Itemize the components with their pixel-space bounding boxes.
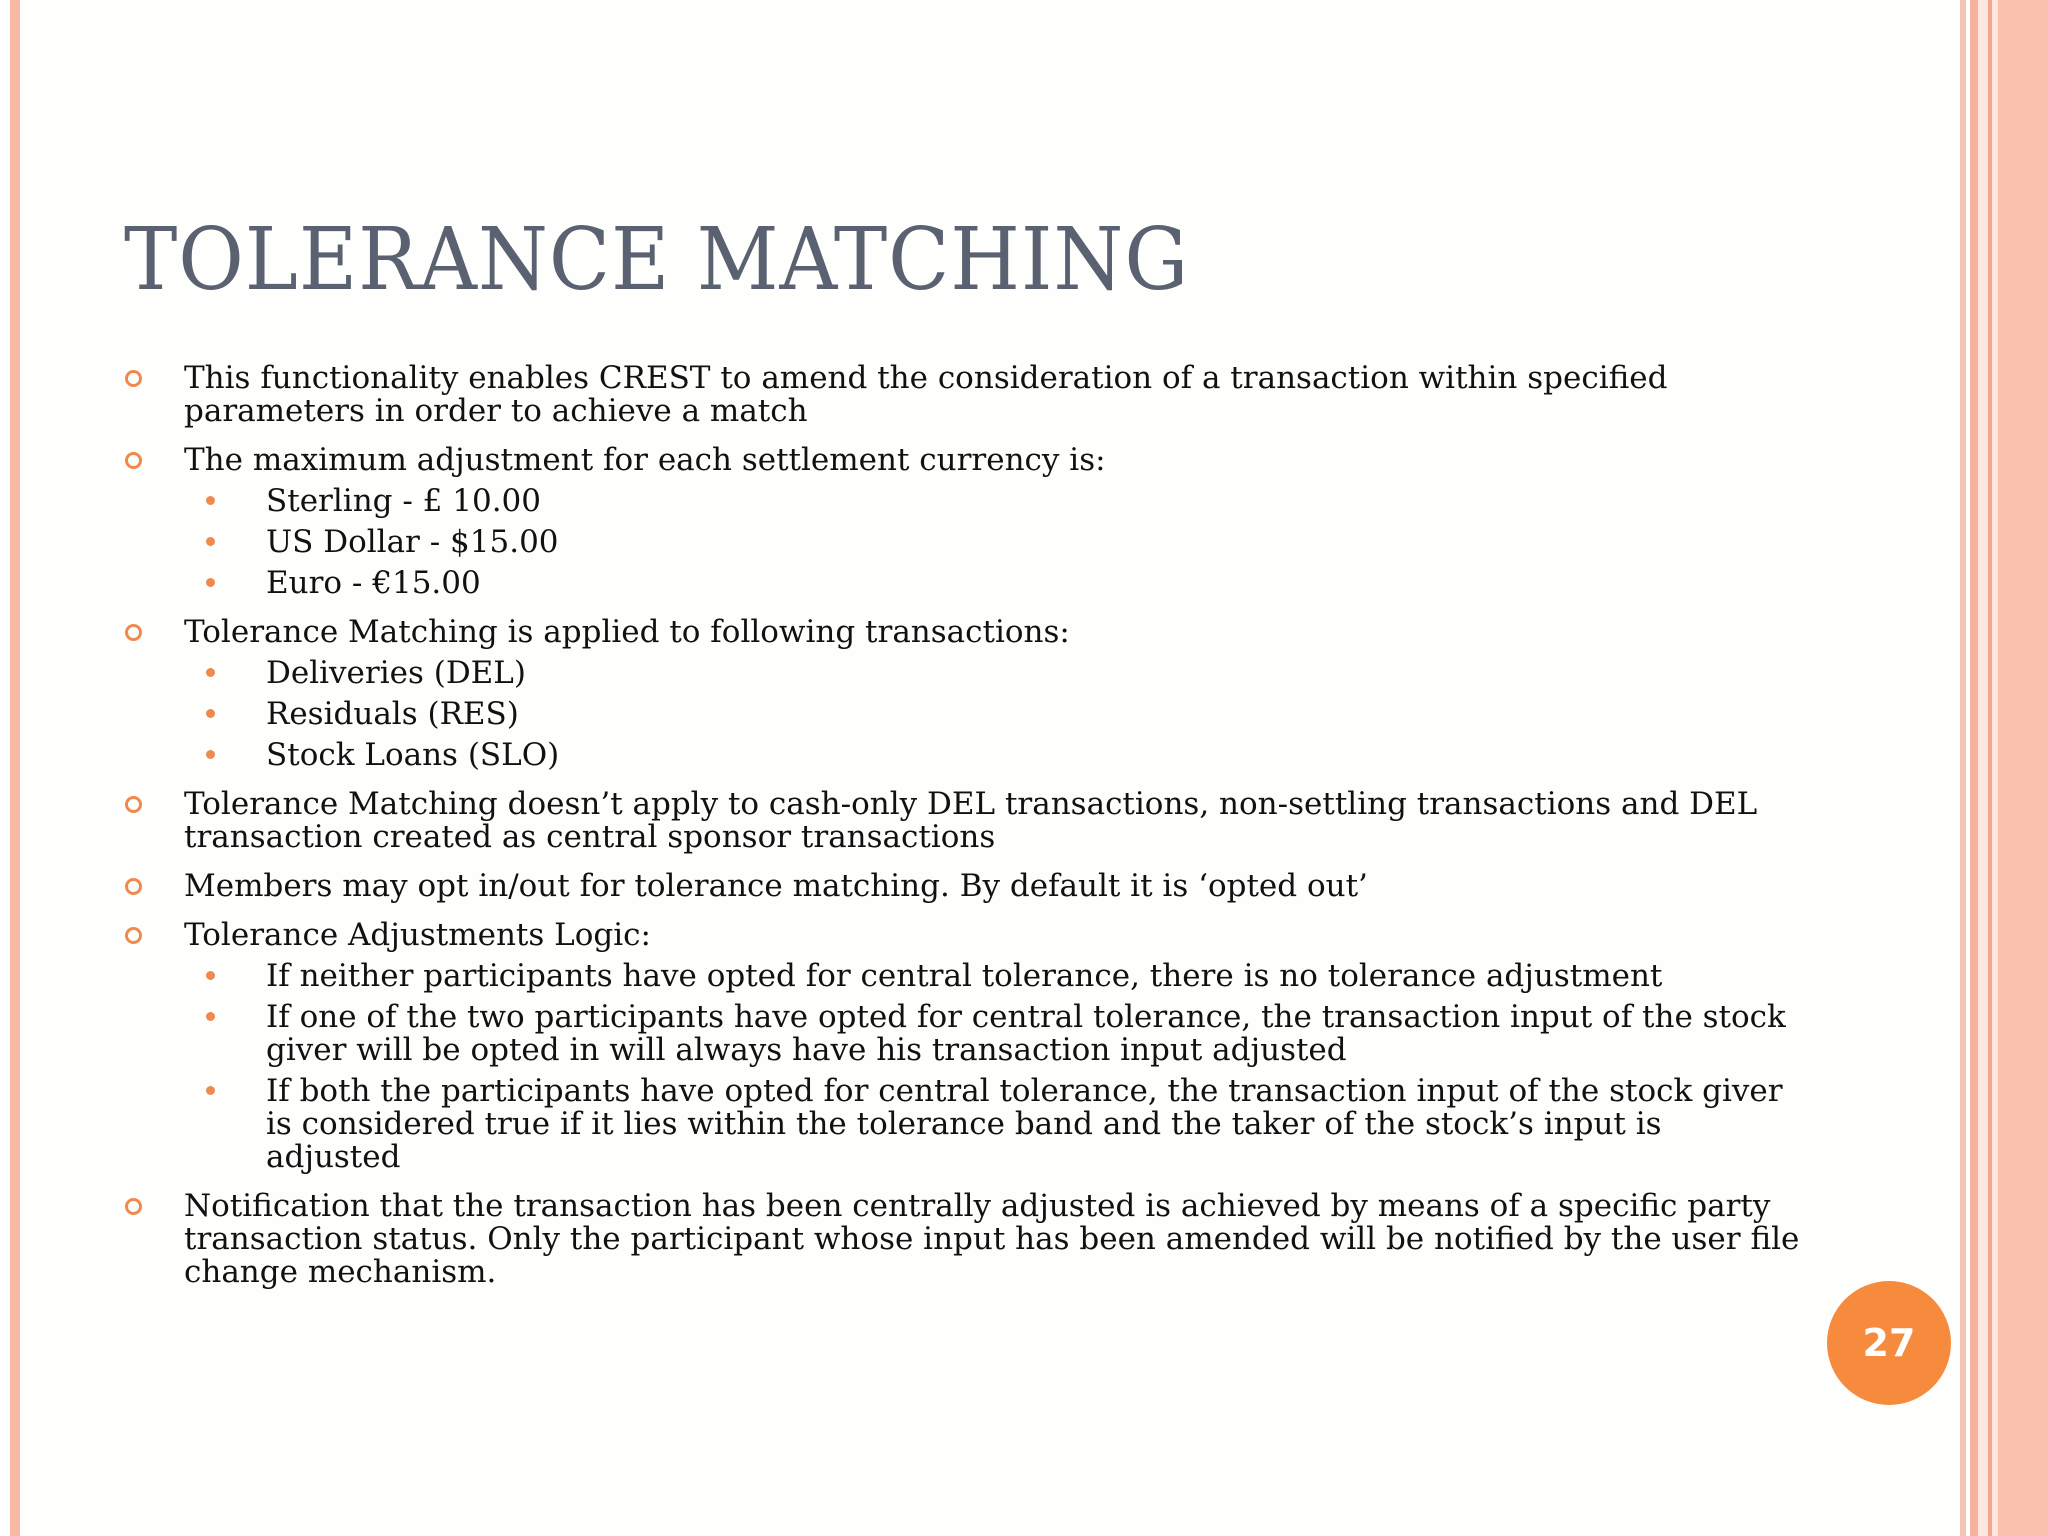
dot-bullet-icon [206, 709, 215, 718]
ring-bullet-icon [125, 796, 142, 813]
sub-bullet-text: Residuals (RES) [266, 696, 519, 732]
left-border-bar [10, 0, 20, 1536]
sub-bullet-text: US Dollar - $15.00 [266, 524, 559, 560]
sub-bullet-text: Stock Loans (SLO) [266, 737, 560, 773]
dot-bullet-icon [206, 668, 215, 677]
sub-bullet-item [184, 739, 1804, 772]
bullet-item [124, 362, 1804, 428]
bullet-item [124, 444, 1804, 600]
dot-bullet-icon [206, 537, 215, 546]
page-number-badge: 27 [1827, 1281, 1951, 1405]
sub-bullet-list [184, 960, 1804, 1174]
sub-bullet-item [184, 526, 1804, 559]
bullet-text: Tolerance Adjustments Logic: [184, 917, 651, 953]
bullet-text: This functionality enables CREST to amend the consideration of a transaction within specified parameters in order to achieve a match [184, 360, 1668, 429]
dot-bullet-icon [206, 578, 215, 587]
ring-bullet-icon [125, 370, 142, 387]
bullet-item [124, 919, 1804, 1174]
bullet-text: The maximum adjustment for each settlement currency is: [184, 442, 1106, 478]
bullet-text: Tolerance Matching doesn’t apply to cash-only DEL transactions, non-settling transactions and DEL transaction created as central sponsor transactions [184, 786, 1758, 855]
ring-bullet-icon [125, 927, 142, 944]
slide-title: TOLERANCE MATCHING [124, 210, 1190, 310]
sub-bullet-text: If neither participants have opted for central tolerance, there is no tolerance adjustment [266, 958, 1663, 994]
sub-bullet-text: Euro - €15.00 [266, 565, 481, 601]
sub-bullet-item [184, 485, 1804, 518]
ring-bullet-icon [125, 452, 142, 469]
right-border-stripe [1978, 0, 1988, 1536]
sub-bullet-item [184, 567, 1804, 600]
slide-content [124, 362, 1804, 1305]
sub-bullet-list [184, 657, 1804, 772]
bullet-item [124, 788, 1804, 854]
sub-bullet-text: Sterling - £ 10.00 [266, 483, 542, 519]
dot-bullet-icon [206, 1086, 215, 1095]
sub-bullet-item [184, 657, 1804, 690]
right-border-stripe [1970, 0, 1978, 1536]
bullet-item [124, 1190, 1804, 1289]
sub-bullet-item [184, 1001, 1804, 1067]
bullet-text: Members may opt in/out for tolerance matching. By default it is ‘opted out’ [184, 868, 1368, 904]
sub-bullet-text: Deliveries (DEL) [266, 655, 526, 691]
sub-bullet-text: If one of the two participants have opted for central tolerance, the transaction input of the stock giver will be opted in will always have his transaction input adjusted [266, 999, 1786, 1068]
dot-bullet-icon [206, 496, 215, 505]
ring-bullet-icon [125, 1198, 142, 1215]
bullet-list [124, 362, 1804, 1289]
bullet-item [124, 616, 1804, 772]
dot-bullet-icon [206, 750, 215, 759]
sub-bullet-item [184, 1075, 1804, 1174]
right-border-stripe [1998, 0, 2048, 1536]
dot-bullet-icon [206, 971, 215, 980]
sub-bullet-list [184, 485, 1804, 600]
dot-bullet-icon [206, 1012, 215, 1021]
bullet-text: Tolerance Matching is applied to following transactions: [184, 614, 1070, 650]
bullet-item [124, 870, 1804, 903]
ring-bullet-icon [125, 878, 142, 895]
bullet-text: Notification that the transaction has been centrally adjusted is achieved by means of a specific party transaction status. Only the participant whose input has been amended will be notified by the user file change mechanism. [184, 1188, 1800, 1290]
sub-bullet-item [184, 698, 1804, 731]
ring-bullet-icon [125, 624, 142, 641]
sub-bullet-item [184, 960, 1804, 993]
sub-bullet-text: If both the participants have opted for central tolerance, the transaction input of the stock giver is considered true if it lies within the tolerance band and the taker of the stock’s input is adjusted [266, 1073, 1783, 1175]
